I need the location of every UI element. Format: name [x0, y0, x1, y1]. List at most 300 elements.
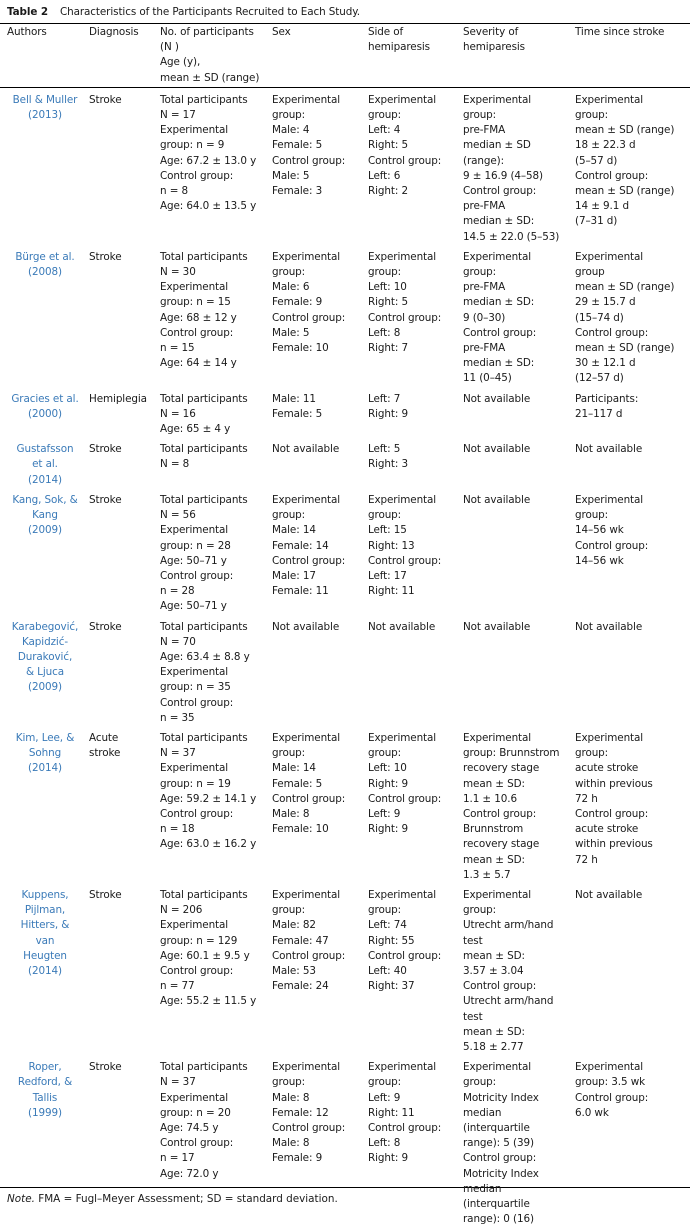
participants-cell	[160, 490, 272, 617]
cell-line: group:	[272, 1076, 306, 1089]
cell-line: Female: 9	[272, 296, 323, 309]
participants-cell	[160, 389, 272, 440]
cell-line: 5.18 ± 2.77	[463, 1041, 524, 1053]
cell-line: Right: 3	[368, 458, 408, 471]
top-rule	[0, 23, 690, 24]
sex-cell	[272, 617, 368, 728]
cell-line: Right: 11	[368, 1106, 415, 1119]
cell-line: N = 8	[160, 458, 190, 471]
cell-line: Stroke	[89, 620, 122, 633]
author-cell	[0, 247, 89, 389]
side-cell	[368, 728, 463, 885]
time-cell	[575, 1057, 690, 1229]
cell-line: median ± SD:	[463, 296, 535, 309]
participants-cell	[160, 439, 272, 490]
cell-line: Acute	[89, 731, 119, 744]
table-row	[0, 389, 690, 440]
author-link-line[interactable]: (2013)	[28, 109, 62, 122]
cell-line: Hemiplegia	[89, 392, 147, 405]
cell-line: mean ± SD (range)	[575, 124, 675, 137]
author-link-line[interactable]: (2009)	[28, 524, 62, 537]
severity-cell	[463, 617, 575, 728]
cell-line: Not available	[272, 443, 340, 456]
cell-line: Right: 55	[368, 934, 415, 947]
cell-line: group:	[272, 109, 306, 122]
cell-line: mean ± SD:	[463, 949, 525, 962]
cell-line: group:	[272, 904, 306, 917]
cell-line: Stroke	[89, 1061, 122, 1074]
cell-line: (range):	[463, 154, 505, 167]
participants-table	[0, 25, 690, 1229]
cell-line: group: n = 28	[160, 539, 231, 552]
cell-line: Age: 63.0 ± 16.2 y	[160, 838, 257, 851]
header-line: Authors	[7, 26, 47, 38]
author-link-line[interactable]: Sohng	[28, 747, 62, 760]
cell-line: group	[575, 266, 605, 279]
sex-cell	[272, 90, 368, 247]
cell-line: Not available	[463, 443, 531, 456]
author-link-line[interactable]: (2000)	[28, 407, 62, 420]
cell-line: Male: 8	[272, 1091, 310, 1104]
author-link-line[interactable]: (2014)	[28, 762, 62, 775]
cell-line: Experimental	[463, 250, 532, 263]
cell-line: Experimental	[575, 250, 644, 263]
cell-line: Age: 72.0 y	[160, 1167, 219, 1180]
cell-line: Male: 14	[272, 524, 316, 537]
cell-line: Male: 6	[272, 281, 310, 294]
cell-line: Total participants	[160, 888, 248, 901]
cell-line: Female: 12	[272, 1106, 329, 1119]
cell-line: group:	[368, 509, 402, 522]
cell-line: Age: 67.2 ± 13.0 y	[160, 154, 257, 167]
cell-line: Control group:	[463, 326, 537, 339]
cell-line: Experimental	[368, 493, 437, 506]
author-cell	[0, 885, 89, 1057]
cell-line: group:	[575, 747, 609, 760]
cell-line: Female: 10	[272, 823, 329, 836]
cell-line: 72 h	[575, 853, 598, 866]
author-link-line[interactable]: et al.	[32, 458, 58, 471]
cell-line: (5–57 d)	[575, 154, 618, 167]
cell-line: Experimental	[575, 493, 644, 506]
cell-line: Age: 65 ± 4 y	[160, 423, 231, 436]
cell-line: Age: 68 ± 12 y	[160, 311, 237, 324]
severity-cell	[463, 439, 575, 490]
time-cell	[575, 617, 690, 728]
header-row	[0, 25, 690, 90]
author-link-line[interactable]: (1999)	[28, 1106, 62, 1119]
cell-line: (7–31 d)	[575, 215, 618, 228]
cell-line: Stroke	[89, 250, 122, 263]
cell-line: Control group:	[463, 807, 537, 820]
side-cell	[368, 389, 463, 440]
table-title: Characteristics of the Participants Recruited to Each Study.	[59, 6, 361, 18]
cell-line: 14–56 wk	[575, 524, 624, 537]
cell-line: N = 16	[160, 407, 196, 420]
severity-cell	[463, 490, 575, 617]
cell-line: Left: 8	[368, 326, 401, 339]
diagnosis-cell	[89, 90, 160, 247]
cell-line: Experimental	[463, 93, 532, 106]
author-link-line[interactable]: Kuppens,	[21, 888, 69, 901]
cell-line: Control group:	[272, 792, 346, 805]
table-row	[0, 885, 690, 1057]
cell-line: median	[463, 1182, 502, 1195]
cell-line: 1.1 ± 10.6	[463, 792, 517, 805]
cell-line: n = 28	[160, 585, 195, 598]
cell-line: Left: 40	[368, 964, 407, 977]
cell-line: Male: 8	[272, 807, 310, 820]
cell-line: Control group:	[463, 185, 537, 198]
cell-line: 6.0 wk	[575, 1106, 609, 1119]
cell-line: Left: 6	[368, 169, 401, 182]
cell-line: 9 (0–30)	[463, 311, 506, 324]
cell-line: Control group:	[368, 792, 442, 805]
cell-line: Left: 74	[368, 919, 407, 932]
severity-cell	[463, 90, 575, 247]
cell-line: Female: 24	[272, 980, 329, 993]
cell-line: Left: 9	[368, 1091, 401, 1104]
cell-line: Experimental	[575, 93, 644, 106]
cell-line: group: 3.5 wk	[575, 1076, 646, 1089]
cell-line: Control group:	[575, 169, 649, 182]
author-link-line[interactable]: Heugten	[23, 949, 67, 962]
cell-line: Not available	[463, 620, 531, 633]
cell-line: Experimental	[160, 281, 229, 294]
cell-line: Experimental	[463, 888, 532, 901]
side-cell	[368, 490, 463, 617]
side-cell	[368, 617, 463, 728]
cell-line: recovery stage	[463, 762, 540, 775]
side-cell	[368, 247, 463, 389]
author-link-line[interactable]: Kim, Lee, &	[15, 731, 75, 744]
participants-cell	[160, 247, 272, 389]
cell-line: Experimental	[575, 731, 644, 744]
participants-cell	[160, 728, 272, 885]
cell-line: acute stroke	[575, 762, 639, 775]
cell-line: within previous	[575, 838, 653, 851]
cell-line: Control group:	[160, 569, 234, 582]
author-link-line[interactable]: van	[35, 934, 55, 947]
cell-line: Participants:	[575, 392, 639, 405]
side-cell	[368, 90, 463, 247]
cell-line: Female: 47	[272, 934, 329, 947]
cell-line: 72 h	[575, 792, 598, 805]
cell-line: Left: 5	[368, 443, 401, 456]
cell-line: Control group:	[160, 169, 234, 182]
header-sex	[272, 25, 368, 90]
cell-line: 14–56 wk	[575, 554, 624, 567]
cell-line: Control group:	[272, 949, 346, 962]
cell-line: group:	[463, 1076, 497, 1089]
header-line: Severity of	[463, 26, 519, 38]
cell-line: Female: 10	[272, 342, 329, 355]
cell-line: Right: 2	[368, 185, 408, 198]
severity-cell	[463, 885, 575, 1057]
cell-line: Male: 8	[272, 1137, 310, 1150]
cell-line: N = 206	[160, 904, 203, 917]
side-cell	[368, 439, 463, 490]
cell-line: Left: 8	[368, 1137, 401, 1150]
cell-line: median ± SD:	[463, 215, 535, 228]
cell-line: 18 ± 22.3 d	[575, 139, 636, 152]
header-line: Diagnosis	[89, 26, 139, 38]
cell-line: Right: 9	[368, 823, 408, 836]
cell-line: n = 18	[160, 823, 195, 836]
cell-line: Control group:	[368, 154, 442, 167]
note-text: FMA = Fugl–Meyer Assessment; SD = standard deviation.	[38, 1193, 338, 1205]
cell-line: Not available	[368, 620, 436, 633]
author-link-line[interactable]: Hitters, &	[20, 919, 70, 932]
cell-line: group:	[575, 509, 609, 522]
author-link-line[interactable]: Karabegović,	[11, 620, 79, 633]
cell-line: Male: 11	[272, 392, 316, 405]
author-link-line[interactable]: (2014)	[28, 473, 62, 486]
cell-line: group:	[368, 1076, 402, 1089]
cell-line: Control group:	[575, 807, 649, 820]
sex-cell	[272, 490, 368, 617]
cell-line: Right: 7	[368, 342, 408, 355]
cell-line: group:	[463, 904, 497, 917]
cell-line: (15–74 d)	[575, 311, 624, 324]
author-cell	[0, 90, 89, 247]
cell-line: Male: 17	[272, 569, 316, 582]
cell-line: N = 37	[160, 1076, 196, 1089]
cell-line: Age: 74.5 y	[160, 1122, 219, 1135]
cell-line: Control group:	[160, 696, 234, 709]
header-line: hemiparesis	[463, 41, 525, 54]
author-cell	[0, 439, 89, 490]
cell-line: group: n = 35	[160, 681, 231, 694]
cell-line: Total participants	[160, 493, 248, 506]
time-cell	[575, 490, 690, 617]
cell-line: Female: 14	[272, 539, 329, 552]
participants-cell	[160, 885, 272, 1057]
cell-line: Right: 37	[368, 980, 415, 993]
cell-line: Control group:	[272, 154, 346, 167]
cell-line: (interquartile	[463, 1122, 530, 1135]
cell-line: Control group:	[463, 1152, 537, 1165]
severity-cell	[463, 728, 575, 885]
author-link-line[interactable]: & Ljuca	[25, 666, 65, 679]
header-severity	[463, 25, 575, 90]
cell-line: Control group:	[272, 1122, 346, 1135]
cell-line: Experimental	[272, 731, 341, 744]
cell-line: Male: 5	[272, 326, 310, 339]
cell-line: Control group:	[368, 554, 442, 567]
author-link-line[interactable]: Gracies et al.	[11, 392, 79, 405]
cell-line: Experimental	[272, 250, 341, 263]
time-cell	[575, 389, 690, 440]
cell-line: Right: 11	[368, 585, 415, 598]
cell-line: 1.3 ± 5.7	[463, 868, 511, 881]
author-link-line[interactable]: Bell & Muller	[12, 93, 78, 106]
cell-line: Experimental	[272, 1061, 341, 1074]
cell-line: n = 15	[160, 342, 195, 355]
cell-line: Female: 3	[272, 185, 323, 198]
cell-line: Left: 10	[368, 281, 407, 294]
diagnosis-cell	[89, 617, 160, 728]
table-caption	[7, 6, 360, 18]
cell-line: Control group:	[368, 949, 442, 962]
cell-line: within previous	[575, 777, 653, 790]
cell-line: Stroke	[89, 888, 122, 901]
cell-line: Male: 82	[272, 919, 316, 932]
cell-line: 11 (0–45)	[463, 372, 512, 385]
cell-line: Age: 50–71 y	[160, 554, 227, 567]
cell-line: Male: 14	[272, 762, 316, 775]
side-cell	[368, 885, 463, 1057]
cell-line: Right: 9	[368, 1152, 408, 1165]
cell-line: Total participants	[160, 93, 248, 106]
cell-line: Female: 5	[272, 777, 323, 790]
cell-line: Left: 7	[368, 392, 401, 405]
cell-line: Experimental	[272, 493, 341, 506]
table-note	[7, 1193, 338, 1205]
table-row	[0, 439, 690, 490]
cell-line: Not available	[575, 443, 643, 456]
cell-line: 3.57 ± 3.04	[463, 964, 524, 977]
cell-line: 14.5 ± 22.0 (5–53)	[463, 230, 560, 243]
cell-line: Left: 9	[368, 807, 401, 820]
cell-line: Age: 50–71 y	[160, 600, 227, 613]
author-link-line[interactable]: (2009)	[28, 681, 62, 694]
cell-line: N = 37	[160, 747, 196, 760]
header-time	[575, 25, 690, 90]
cell-line: Age: 55.2 ± 11.5 y	[160, 995, 257, 1008]
author-link-line[interactable]: (2008)	[28, 266, 62, 279]
author-link-line[interactable]: Roper,	[28, 1061, 62, 1074]
author-link-line[interactable]: Redford, &	[17, 1076, 73, 1089]
cell-line: group: n = 9	[160, 139, 225, 152]
cell-line: N = 17	[160, 109, 196, 122]
cell-line: n = 17	[160, 1152, 195, 1165]
cell-line: Experimental	[463, 1061, 532, 1074]
cell-line: Control group:	[160, 1137, 234, 1150]
author-link-line[interactable]: Bürge et al.	[15, 250, 75, 263]
cell-line: Control group:	[463, 980, 537, 993]
cell-line: median ± SD	[463, 139, 531, 152]
header-side	[368, 25, 463, 90]
cell-line: mean ± SD:	[463, 853, 525, 866]
cell-line: Male: 53	[272, 964, 316, 977]
sex-cell	[272, 247, 368, 389]
header-participants	[160, 25, 272, 90]
diagnosis-cell	[89, 728, 160, 885]
cell-line: Experimental	[368, 731, 437, 744]
cell-line: Not available	[272, 620, 340, 633]
header-authors	[0, 25, 89, 90]
cell-line: Right: 9	[368, 407, 408, 420]
cell-line: pre-FMA	[463, 281, 506, 294]
cell-line: n = 77	[160, 980, 195, 993]
cell-line: Not available	[575, 888, 643, 901]
note-label: Note.	[7, 1193, 35, 1205]
cell-line: group: n = 129	[160, 934, 238, 947]
author-link-line[interactable]: Tallis	[32, 1091, 58, 1104]
author-link-line[interactable]: Duraković,	[17, 650, 73, 663]
table-row	[0, 247, 690, 389]
cell-line: group: n = 19	[160, 777, 231, 790]
cell-line: Experimental	[160, 919, 229, 932]
cell-line: Female: 5	[272, 407, 323, 420]
cell-line: Utrecht arm/hand	[463, 995, 554, 1008]
sex-cell	[272, 728, 368, 885]
cell-line: Control group:	[368, 1122, 442, 1135]
severity-cell	[463, 247, 575, 389]
side-cell	[368, 1057, 463, 1229]
cell-line: Left: 15	[368, 524, 407, 537]
cell-line: Experimental	[160, 524, 229, 537]
author-link-line[interactable]: (2014)	[28, 964, 62, 977]
cell-line: Female: 9	[272, 1152, 323, 1165]
cell-line: Total participants	[160, 1061, 248, 1074]
cell-line: mean ± SD:	[463, 1025, 525, 1038]
header-diagnosis	[89, 25, 160, 90]
cell-line: Total participants	[160, 731, 248, 744]
cell-line: Control group:	[160, 964, 234, 977]
cell-line: Male: 5	[272, 169, 310, 182]
cell-line: Experimental	[160, 666, 229, 679]
cell-line: group:	[368, 266, 402, 279]
cell-line: Utrecht arm/hand	[463, 919, 554, 932]
author-link-line[interactable]: Gustafsson	[16, 443, 74, 456]
cell-line: N = 70	[160, 635, 196, 648]
header-line: (N )	[160, 41, 179, 54]
cell-line: Experimental	[463, 731, 532, 744]
cell-line: 14 ± 9.1 d	[575, 200, 629, 213]
severity-cell	[463, 1057, 575, 1229]
cell-line: group:	[575, 109, 609, 122]
cell-line: group:	[368, 109, 402, 122]
cell-line: Age: 59.2 ± 14.1 y	[160, 792, 257, 805]
cell-line: group:	[272, 266, 306, 279]
cell-line: 9 ± 16.9 (4–58)	[463, 169, 543, 182]
cell-line: Left: 17	[368, 569, 407, 582]
cell-line: Experimental	[160, 1091, 229, 1104]
cell-line: median	[463, 1106, 502, 1119]
header-line: Age (y),	[160, 56, 201, 69]
cell-line: Brunnstrom	[463, 823, 524, 836]
author-link-line[interactable]: Kang, Sok, &	[12, 493, 78, 506]
cell-line: Control group:	[575, 1091, 649, 1104]
cell-line: group:	[368, 747, 402, 760]
cell-line: 30 ± 12.1 d	[575, 357, 636, 370]
author-link-line[interactable]: Kang	[32, 509, 58, 522]
cell-line: Not available	[463, 493, 531, 506]
cell-line: Total participants	[160, 443, 248, 456]
cell-line: pre-FMA	[463, 200, 506, 213]
author-link-line[interactable]: Pijlman,	[24, 904, 66, 917]
cell-line: N = 30	[160, 266, 196, 279]
cell-line: pre-FMA	[463, 342, 506, 355]
cell-line: n = 8	[160, 185, 189, 198]
header-line: mean ± SD (range)	[160, 71, 260, 84]
cell-line: (12–57 d)	[575, 372, 624, 385]
cell-line: Total participants	[160, 392, 248, 405]
cell-line: N = 56	[160, 509, 196, 522]
header-line: No. of participants	[160, 26, 254, 38]
cell-line: group:	[272, 747, 306, 760]
table-label: Table 2	[7, 6, 48, 18]
author-link-line[interactable]: Kapidzić-	[22, 635, 68, 648]
cell-line: Left: 4	[368, 124, 401, 137]
cell-line: range): 5 (39)	[463, 1137, 534, 1150]
cell-line: Left: 10	[368, 762, 407, 775]
table-row	[0, 728, 690, 885]
header-line: hemiparesis	[368, 41, 430, 54]
cell-line: Right: 9	[368, 777, 408, 790]
